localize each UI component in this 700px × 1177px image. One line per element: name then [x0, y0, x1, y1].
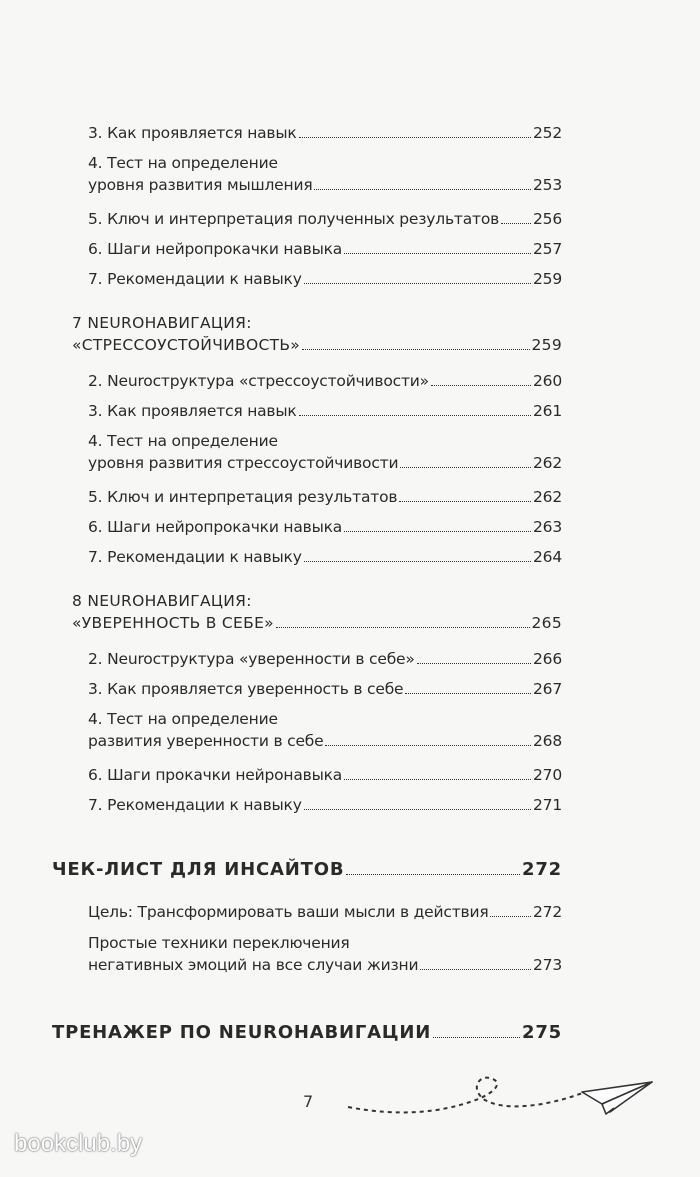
toc-entry-title: 7. Рекомендации к навыку — [88, 796, 302, 814]
toc-entry — [88, 708, 562, 752]
toc-entry — [88, 932, 562, 976]
leader-dots — [400, 467, 531, 468]
leader-dots — [420, 969, 531, 970]
watermark: bookclub.by — [14, 1130, 143, 1157]
toc-entry-page: 252 — [533, 124, 562, 142]
leader-dots — [299, 415, 531, 416]
section-subtitle: «УВЕРЕННОСТЬ В СЕБЕ» — [72, 614, 274, 632]
toc-entry-title: 6. Шаги прокачки нейронавыка — [88, 766, 343, 784]
toc-entry-title: 5. Ключ и интерпретация полученных результатов — [88, 210, 500, 228]
toc-entry — [88, 370, 562, 392]
leader-dots — [299, 137, 531, 138]
leader-dots — [304, 283, 531, 284]
toc-entry-title-cont: уровня развития мышления — [88, 176, 313, 194]
toc-section-heading — [72, 590, 562, 634]
toc-entry-title: 5. Ключ и интерпретация результатов — [88, 488, 398, 506]
toc-entry-page: 256 — [533, 210, 562, 228]
toc-entry-page: 264 — [533, 548, 562, 566]
toc-entry-title: 3. Как проявляется навык — [88, 124, 297, 142]
leader-dots — [314, 189, 531, 190]
paper-plane-icon — [330, 1072, 660, 1132]
toc-entry-page: 253 — [533, 176, 562, 194]
toc-entry-title: 6. Шаги нейропрокачки навыка — [88, 240, 343, 258]
toc-entry-title: 4. Тест на определение — [88, 154, 278, 172]
leader-dots — [399, 501, 531, 502]
toc-entry-page: 271 — [533, 796, 562, 814]
toc-entry-page: 272 — [533, 903, 562, 921]
chapter-title: ТРЕНАЖЕР ПО NEUROНАВИГАЦИИ — [52, 1022, 432, 1043]
toc-entry-title: 4. Тест на определение — [88, 710, 278, 728]
toc-entry-page: 259 — [533, 270, 562, 288]
toc-entry-page: 263 — [533, 518, 562, 536]
toc-entry-title: 2. Neuroструктура «стрессоустойчивости» — [88, 372, 429, 390]
toc-entry — [88, 678, 562, 700]
toc-entry-page: 270 — [533, 766, 562, 784]
toc-entry — [88, 648, 562, 670]
toc-entry-title: Простые техники переключения — [88, 934, 350, 952]
leader-dots — [276, 627, 530, 628]
toc-entry-page: 265 — [531, 614, 562, 632]
toc-entry-title-cont: развития уверенности в себе — [88, 732, 324, 750]
toc-entry-page: 275 — [522, 1022, 562, 1043]
toc-entry-page: 266 — [533, 650, 562, 668]
toc-entry-page: 257 — [533, 240, 562, 258]
leader-dots — [344, 779, 531, 780]
leader-dots — [417, 663, 531, 664]
toc-entry-title: 2. Neuroструктура «уверенности в себе» — [88, 650, 415, 668]
toc-entry — [88, 486, 562, 508]
leader-dots — [304, 809, 531, 810]
section-title: 7 NEUROНАВИГАЦИЯ: — [72, 314, 252, 332]
toc-entry-title: 7. Рекомендации к навыку — [88, 548, 302, 566]
leader-dots — [325, 745, 531, 746]
leader-dots — [501, 223, 531, 224]
toc-entry — [88, 152, 562, 196]
leader-dots — [433, 1037, 520, 1038]
leader-dots — [344, 253, 531, 254]
toc-entry-title: 7. Рекомендации к навыку — [88, 270, 302, 288]
toc-entry-title-cont: уровня развития стрессоустойчивости — [88, 454, 399, 472]
toc-entry-page: 259 — [531, 336, 562, 354]
toc-entry — [88, 764, 562, 786]
toc-entry — [88, 546, 562, 568]
toc-entry-page: 267 — [533, 680, 562, 698]
toc-entry — [88, 268, 562, 290]
toc-chapter-heading — [52, 1022, 562, 1044]
toc-entry-page: 262 — [533, 488, 562, 506]
leader-dots — [431, 385, 531, 386]
toc-section-heading — [72, 312, 562, 356]
chapter-title: ЧЕК-ЛИСТ ДЛЯ ИНСАЙТОВ — [52, 859, 345, 880]
toc-entry-title: 3. Как проявляется навык — [88, 402, 297, 420]
toc-entry — [88, 516, 562, 538]
toc-entry — [88, 794, 562, 816]
toc-entry-page: 260 — [533, 372, 562, 390]
leader-dots — [346, 874, 520, 875]
toc-entry — [88, 901, 562, 923]
toc-entry-title: 6. Шаги нейропрокачки навыка — [88, 518, 343, 536]
section-title: 8 NEUROНАВИГАЦИЯ: — [72, 592, 252, 610]
toc-entry-page: 272 — [522, 859, 562, 880]
toc-entry-title: Цель: Трансформировать ваши мысли в действия — [88, 903, 489, 921]
leader-dots — [304, 561, 531, 562]
toc-entry-page: 268 — [533, 732, 562, 750]
toc-chapter-heading — [52, 859, 562, 881]
toc-entry — [88, 122, 562, 144]
section-subtitle: «СТРЕССОУСТОЙЧИВОСТЬ» — [72, 336, 301, 354]
leader-dots — [405, 693, 531, 694]
toc-entry-page: 262 — [533, 454, 562, 472]
page-number: 7 — [303, 1092, 314, 1111]
toc-entry — [88, 400, 562, 422]
toc-entry — [88, 238, 562, 260]
toc-entry-title: 3. Как проявляется уверенность в себе — [88, 680, 404, 698]
toc-entry — [88, 208, 562, 230]
leader-dots — [490, 916, 531, 917]
leader-dots — [344, 531, 531, 532]
toc-entry-title: 4. Тест на определение — [88, 432, 278, 450]
toc-entry-page: 273 — [533, 956, 562, 974]
toc-entry-page: 261 — [533, 402, 562, 420]
toc-entry-title-cont: негативных эмоций на все случаи жизни — [88, 956, 419, 974]
leader-dots — [302, 349, 529, 350]
toc-entry — [88, 430, 562, 474]
